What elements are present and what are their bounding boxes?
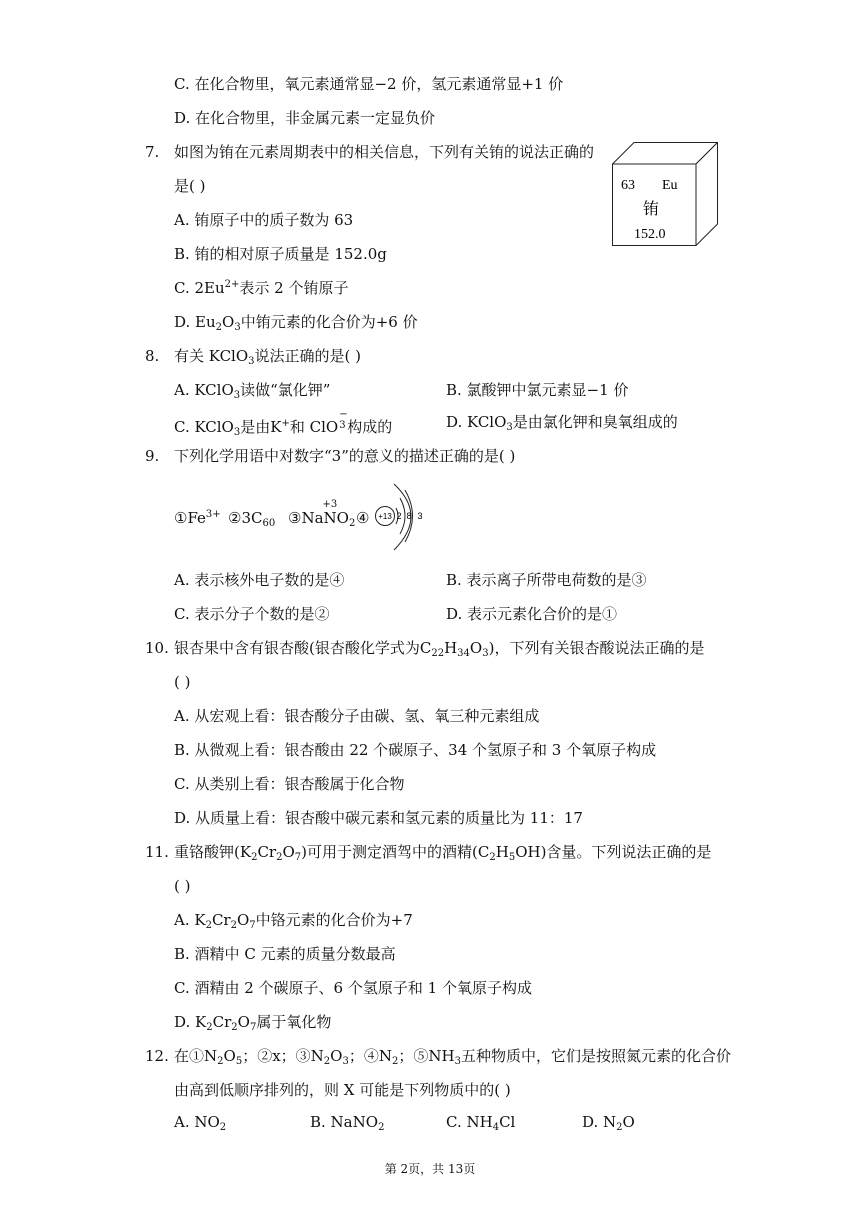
tile-symbol: Eu [662, 178, 678, 193]
page-footer: 第 2页，共 13页 [384, 1162, 476, 1176]
q10-stem-line1: 银杏果中含有银杏酸(银杏酸化学式为$C_{22}H_{34}O_3$)，下列有关银杏酸说法正确的是 [174, 639, 705, 659]
q8-number: 8. [145, 347, 160, 365]
q7-number: 7. [145, 143, 160, 161]
q8-stem: 有关 KClO$_3$说法正确的是( ) [174, 347, 362, 367]
q11-option-a: A. $K_2Cr_2O_7$中铬元素的化合价为+7 [174, 911, 413, 931]
q12-option-a: A. $NO_2$ [174, 1113, 227, 1133]
q9-formula-atom-label: ④ [356, 509, 370, 527]
q9-formula-fe: $①Fe^{3+}$ [174, 509, 221, 527]
q11-option-c: C. 酒精由 2 个碳原子、6 个氢原子和 1 个氧原子构成 [174, 979, 532, 997]
q9-formula-c60: $②3C_{60}$ [228, 509, 276, 529]
q8-option-c: C. KClO$_3$是由K+和 ClO − 3 构成的 [174, 409, 393, 438]
q8-option-d: D. KClO$_3$是由氯化钾和臭氧组成的 [446, 413, 678, 433]
q9-option-d: D. 表示元素化合价的是① [446, 605, 618, 623]
tile-name: 铕 [643, 199, 660, 218]
q9-stem: 下列化学用语中对数字“3”的意义的描述正确的是( ) [174, 447, 516, 465]
q11-stem-line2: ( ) [174, 877, 191, 895]
q7-option-c: C. $2Eu^{2+}$表示 2 个铕原子 [174, 279, 349, 297]
q6-option-c: C. 在化合物里，氧元素通常显−2 价，氢元素通常显+1 价 [174, 75, 564, 93]
atom-nucleus-charge: +13 [378, 512, 392, 521]
atom-shell-3: 3 [417, 511, 423, 521]
q9-option-c: C. 表示分子个数的是② [174, 605, 330, 623]
q12-option-b: B. NaNO$_2$ [310, 1113, 385, 1133]
tile-atomic-number: 63 [621, 178, 635, 193]
q7-option-a: A. 铕原子中的质子数为 63 [174, 211, 354, 229]
q10-stem-line2: ( ) [174, 673, 191, 691]
q10-number: 10. [145, 639, 169, 657]
q11-stem-line1: 重铬酸钾$(K_2Cr_2O_7)$可用于测定酒驾中的酒精$(C_2H_5OH)$含量。下列说法正确的是 [174, 843, 712, 863]
q12-number: 12. [145, 1047, 169, 1065]
q11-option-d: D. $K_2Cr_2O_7$属于氧化物 [174, 1013, 332, 1033]
q8-option-b: B. 氯酸钾中氯元素显−1 价 [446, 381, 629, 399]
aluminum-atom-structure-diagram [372, 478, 432, 558]
q6-option-d: D. 在化合物里，非金属元素一定显负价 [174, 109, 436, 127]
q10-option-a: A. 从宏观上看：银杏酸分子由碳、氢、氧三种元素组成 [174, 707, 540, 725]
q7-option-b: B. 铕的相对原子质量是 152.0g [174, 245, 387, 263]
q9-formula-nano2: ③Na +3 $NO_2$ [288, 499, 356, 529]
q9-number: 9. [145, 447, 160, 465]
q9-option-b: B. 表示离子所带电荷数的是③ [446, 571, 647, 589]
q7-stem-line2: 是( ) [174, 177, 206, 195]
q10-option-c: C. 从类别上看：银杏酸属于化合物 [174, 775, 405, 793]
q10-option-d: D. 从质量上看：银杏酸中碳元素和氢元素的质量比为 11：17 [174, 809, 583, 827]
tile-mass: 152.0 [634, 227, 666, 242]
q9-option-a: A. 表示核外电子数的是④ [174, 571, 345, 589]
atom-shell-1: 2 [396, 511, 402, 521]
q11-number: 11. [145, 843, 169, 861]
europium-element-tile [612, 142, 718, 246]
q12-stem-line2: 由高到低顺序排列的，则 X 可能是下列物质中的( ) [174, 1081, 511, 1099]
atom-shell-2: 8 [406, 511, 412, 521]
q8-option-a: A. KClO$_3$读做“氯化钾” [174, 381, 331, 401]
q7-option-d: D. $Eu_2O_3$中铕元素的化合价为+6 价 [174, 313, 418, 333]
q7-stem-line1: 如图为铕在元素周期表中的相关信息，下列有关铕的说法正确的 [174, 143, 595, 161]
q12-stem-line1: 在$①N_2O_5$；②x；$③N_2O_3$；$④N_2$；$⑤NH_3$五种物质中，它们是按照氮元素的化合价 [174, 1047, 731, 1067]
q11-option-b: B. 酒精中 C 元素的质量分数最高 [174, 945, 396, 963]
q12-option-d: D. $N_2O$ [582, 1113, 635, 1133]
q10-option-b: B. 从微观上看：银杏酸由 22 个碳原子、34 个氢原子和 3 个氧原子构成 [174, 741, 657, 759]
q12-option-c: C. $NH_4Cl$ [446, 1113, 516, 1133]
